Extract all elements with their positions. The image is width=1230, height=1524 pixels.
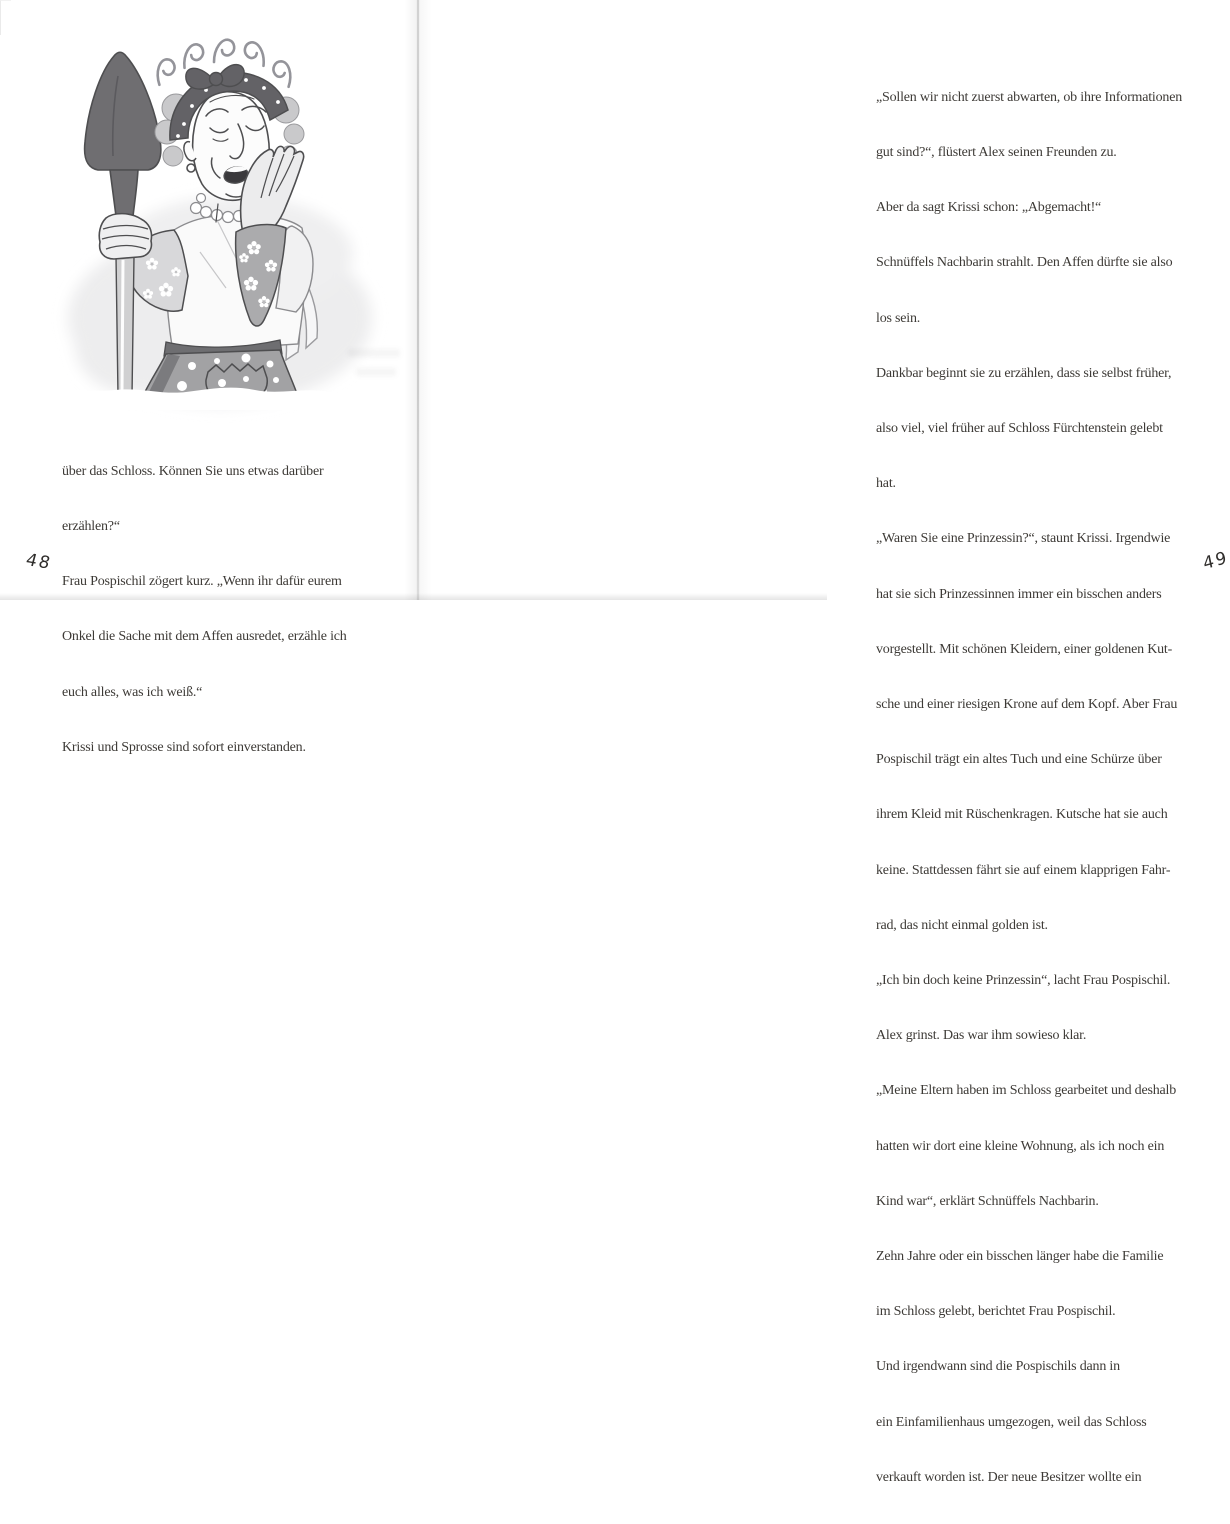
text-line: „Sollen wir nicht zuerst abwarten, ob ihre Informationen — [876, 89, 1183, 105]
text-line: Zehn Jahre oder ein bisschen länger habe die Familie — [876, 1249, 1164, 1265]
text-line: „Waren Sie eine Prinzessin?“, staunt Krissi. Irgendwie — [876, 531, 1171, 547]
text-line: Krissi und Sprosse sind sofort einverstanden. — [62, 739, 306, 755]
text-line: gut sind?“, flüstert Alex seinen Freunden zu. — [876, 145, 1117, 161]
page-number-left: 48 — [23, 550, 55, 574]
text-line: Alex grinst. Das war ihm sowieso klar. — [876, 1028, 1087, 1044]
right-page-text — [876, 52, 1182, 1524]
left-page — [0, 0, 418, 755]
text-line: verkauft worden ist. Der neue Besitzer wollte ein — [876, 1469, 1142, 1485]
text-line: hat. — [876, 476, 896, 492]
text-line: „Ich bin doch keine Prinzessin“, lacht Frau Pospischil. — [876, 973, 1171, 989]
text-line: Schnüffels Nachbarin strahlt. Den Affen dürfte sie also — [876, 255, 1173, 271]
text-line: sche und einer riesigen Krone auf dem Kopf. Aber Frau — [876, 697, 1178, 713]
text-line: Kind war“, erklärt Schnüffels Nachbarin. — [876, 1193, 1099, 1209]
text-line: Frau Pospischil zögert kurz. „Wenn ihr dafür eurem — [62, 574, 342, 590]
right-page — [418, 0, 1230, 1485]
text-line: erzählen?“ — [62, 519, 120, 535]
text-line: euch alles, was ich weiß.“ — [62, 684, 203, 700]
text-line: Aber da sagt Krissi schon: „Abgemacht!“ — [876, 200, 1102, 216]
text-line: hatten wir dort eine kleine Wohnung, als ich noch ein — [876, 1138, 1165, 1154]
text-line: hat sie sich Prinzessinnen immer ein bisschen anders — [876, 586, 1162, 602]
left-page-text — [62, 426, 347, 794]
text-line: Und irgendwann sind die Pospischils dann in — [876, 1359, 1120, 1375]
text-line: ihrem Kleid mit Rüschenkragen. Kutsche hat sie auch — [876, 807, 1168, 823]
text-line: „Meine Eltern haben im Schloss gearbeitet und deshalb — [876, 1083, 1177, 1099]
text-line: also viel, viel früher auf Schloss Fürchtenstein gelebt — [876, 421, 1163, 437]
elderly-woman-with-trowel-illustration — [40, 46, 390, 410]
text-line: vorgestellt. Mit schönen Kleidern, einer goldenen Kut- — [876, 641, 1173, 657]
text-line: rad, das nicht einmal golden ist. — [876, 917, 1048, 933]
text-line: keine. Stattdessen fährt sie auf einem klapprigen Fahr- — [876, 862, 1171, 878]
page-number-right: 49 — [1201, 547, 1230, 575]
text-line: Onkel die Sache mit dem Affen ausredet, erzähle ich — [62, 629, 347, 645]
text-line: Dankbar beginnt sie zu erzählen, dass sie selbst früher, — [876, 365, 1172, 381]
text-line: ein Einfamilienhaus umgezogen, weil das Schloss — [876, 1414, 1147, 1430]
text-line: im Schloss gelebt, berichtet Frau Pospischil. — [876, 1304, 1116, 1320]
text-line: Pospischil trägt ein altes Tuch und eine Schürze über — [876, 752, 1162, 768]
text-line: los sein. — [876, 310, 921, 326]
text-line: über das Schloss. Können Sie uns etwas darüber — [62, 463, 324, 479]
